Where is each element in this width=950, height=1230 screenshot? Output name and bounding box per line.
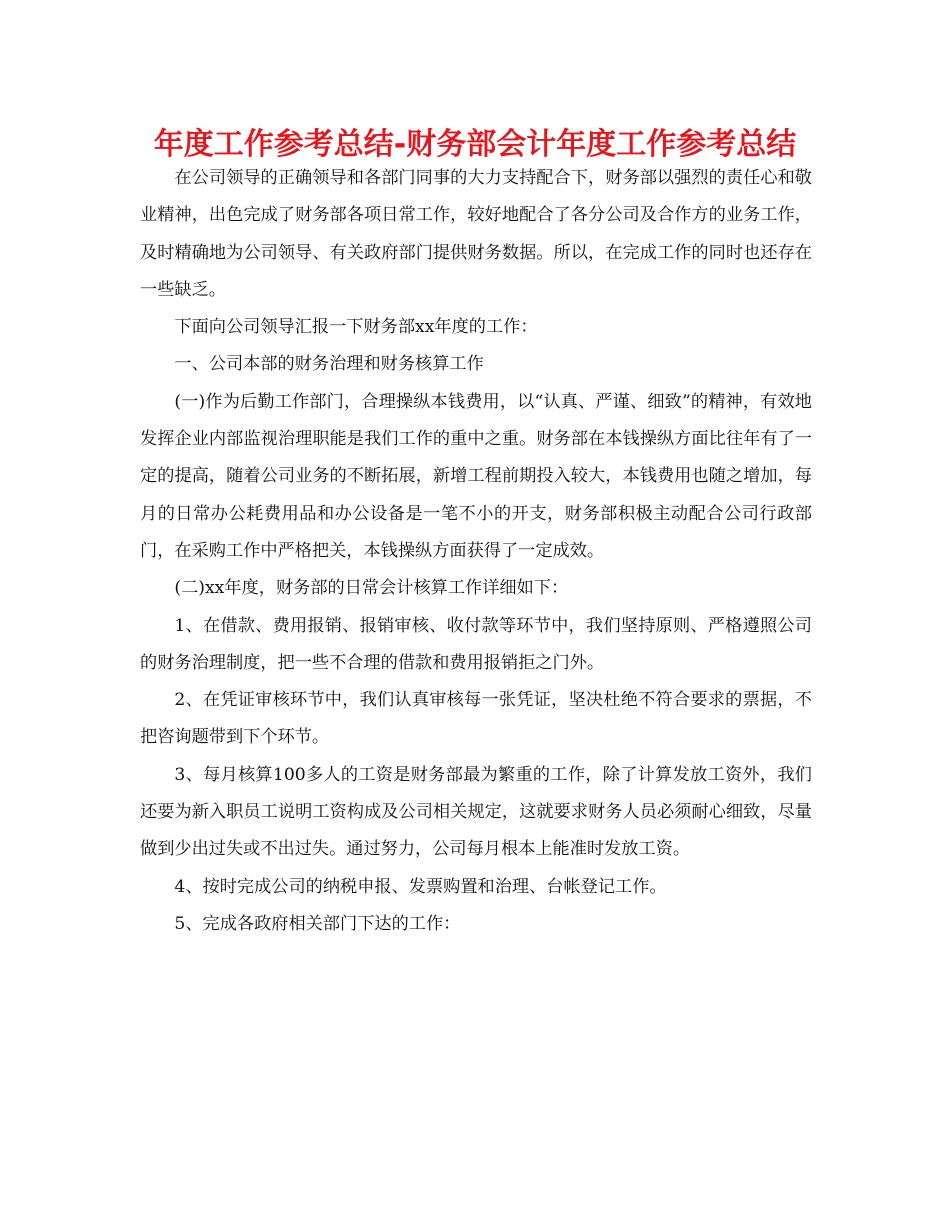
section-heading-1: 一、公司本部的财务治理和财务核算工作: [174, 354, 484, 375]
paragraph-cost-control: (一)作为后勤工作部门，合理操纵本钱费用，以“认真、严谨、细致”的精神，有效地发挥企业内部监视治理职能是我们工作的重中之重。财务部在本钱操纵方面比往年有了一定的提高，随着公司业务的不断拓展，新增工程前期投入较大，本钱费用也随之增加，每月的日常办公耗费用品和办公设备是一笔不小的开支，财务部积极主动配合公司行政部门，在采购工作中严格把关，本钱操纵方面获得了一定成效。: [140, 391, 812, 561]
document-title: 年度工作参考总结-财务部会计年度工作参考总结: [153, 127, 797, 162]
list-item-1: 1、在借款、费用报销、报销审核、收付款等环节中，我们坚持原则、严格遵照公司的财务治理制度，把一些不合理的借款和费用报销拒之门外。: [140, 615, 812, 673]
list-item-4: 4、按时完成公司的纳税申报、发票购置和治理、台帐登记工作。: [174, 876, 667, 897]
paragraph-report-lead: 下面向公司领导汇报一下财务部xx年度的工作：: [174, 317, 538, 338]
list-item-5: 5、完成各政府相关部门下达的工作：: [174, 913, 461, 934]
paragraph-accounting-lead: (二)xx年度，财务部的日常会计核算工作详细如下：: [174, 578, 569, 599]
document-body: [140, 160, 812, 943]
list-item-3: 3、每月核算100多人的工资是财务部最为繁重的工作，除了计算发放工资外，我们还要为新入职员工说明工资构成及公司相关规定，这就要求财务人员必须耐心细致，尽量做到少出过失或不出过失。通过努力，公司每月根本上能准时发放工资。: [140, 764, 812, 860]
paragraph-intro: 在公司领导的正确领导和各部门同事的大力支持配合下，财务部以强烈的责任心和敬业精神，出色完成了财务部各项日常工作，较好地配合了各分公司及合作方的业务工作，及时精确地为公司领导、有关政府部门提供财务数据。所以，在完成工作的同时也还存在一些缺乏。: [140, 168, 812, 300]
list-item-2: 2、在凭证审核环节中，我们认真审核每一张凭证，坚决杜绝不符合要求的票据，不把咨询题带到下个环节。: [140, 690, 812, 748]
